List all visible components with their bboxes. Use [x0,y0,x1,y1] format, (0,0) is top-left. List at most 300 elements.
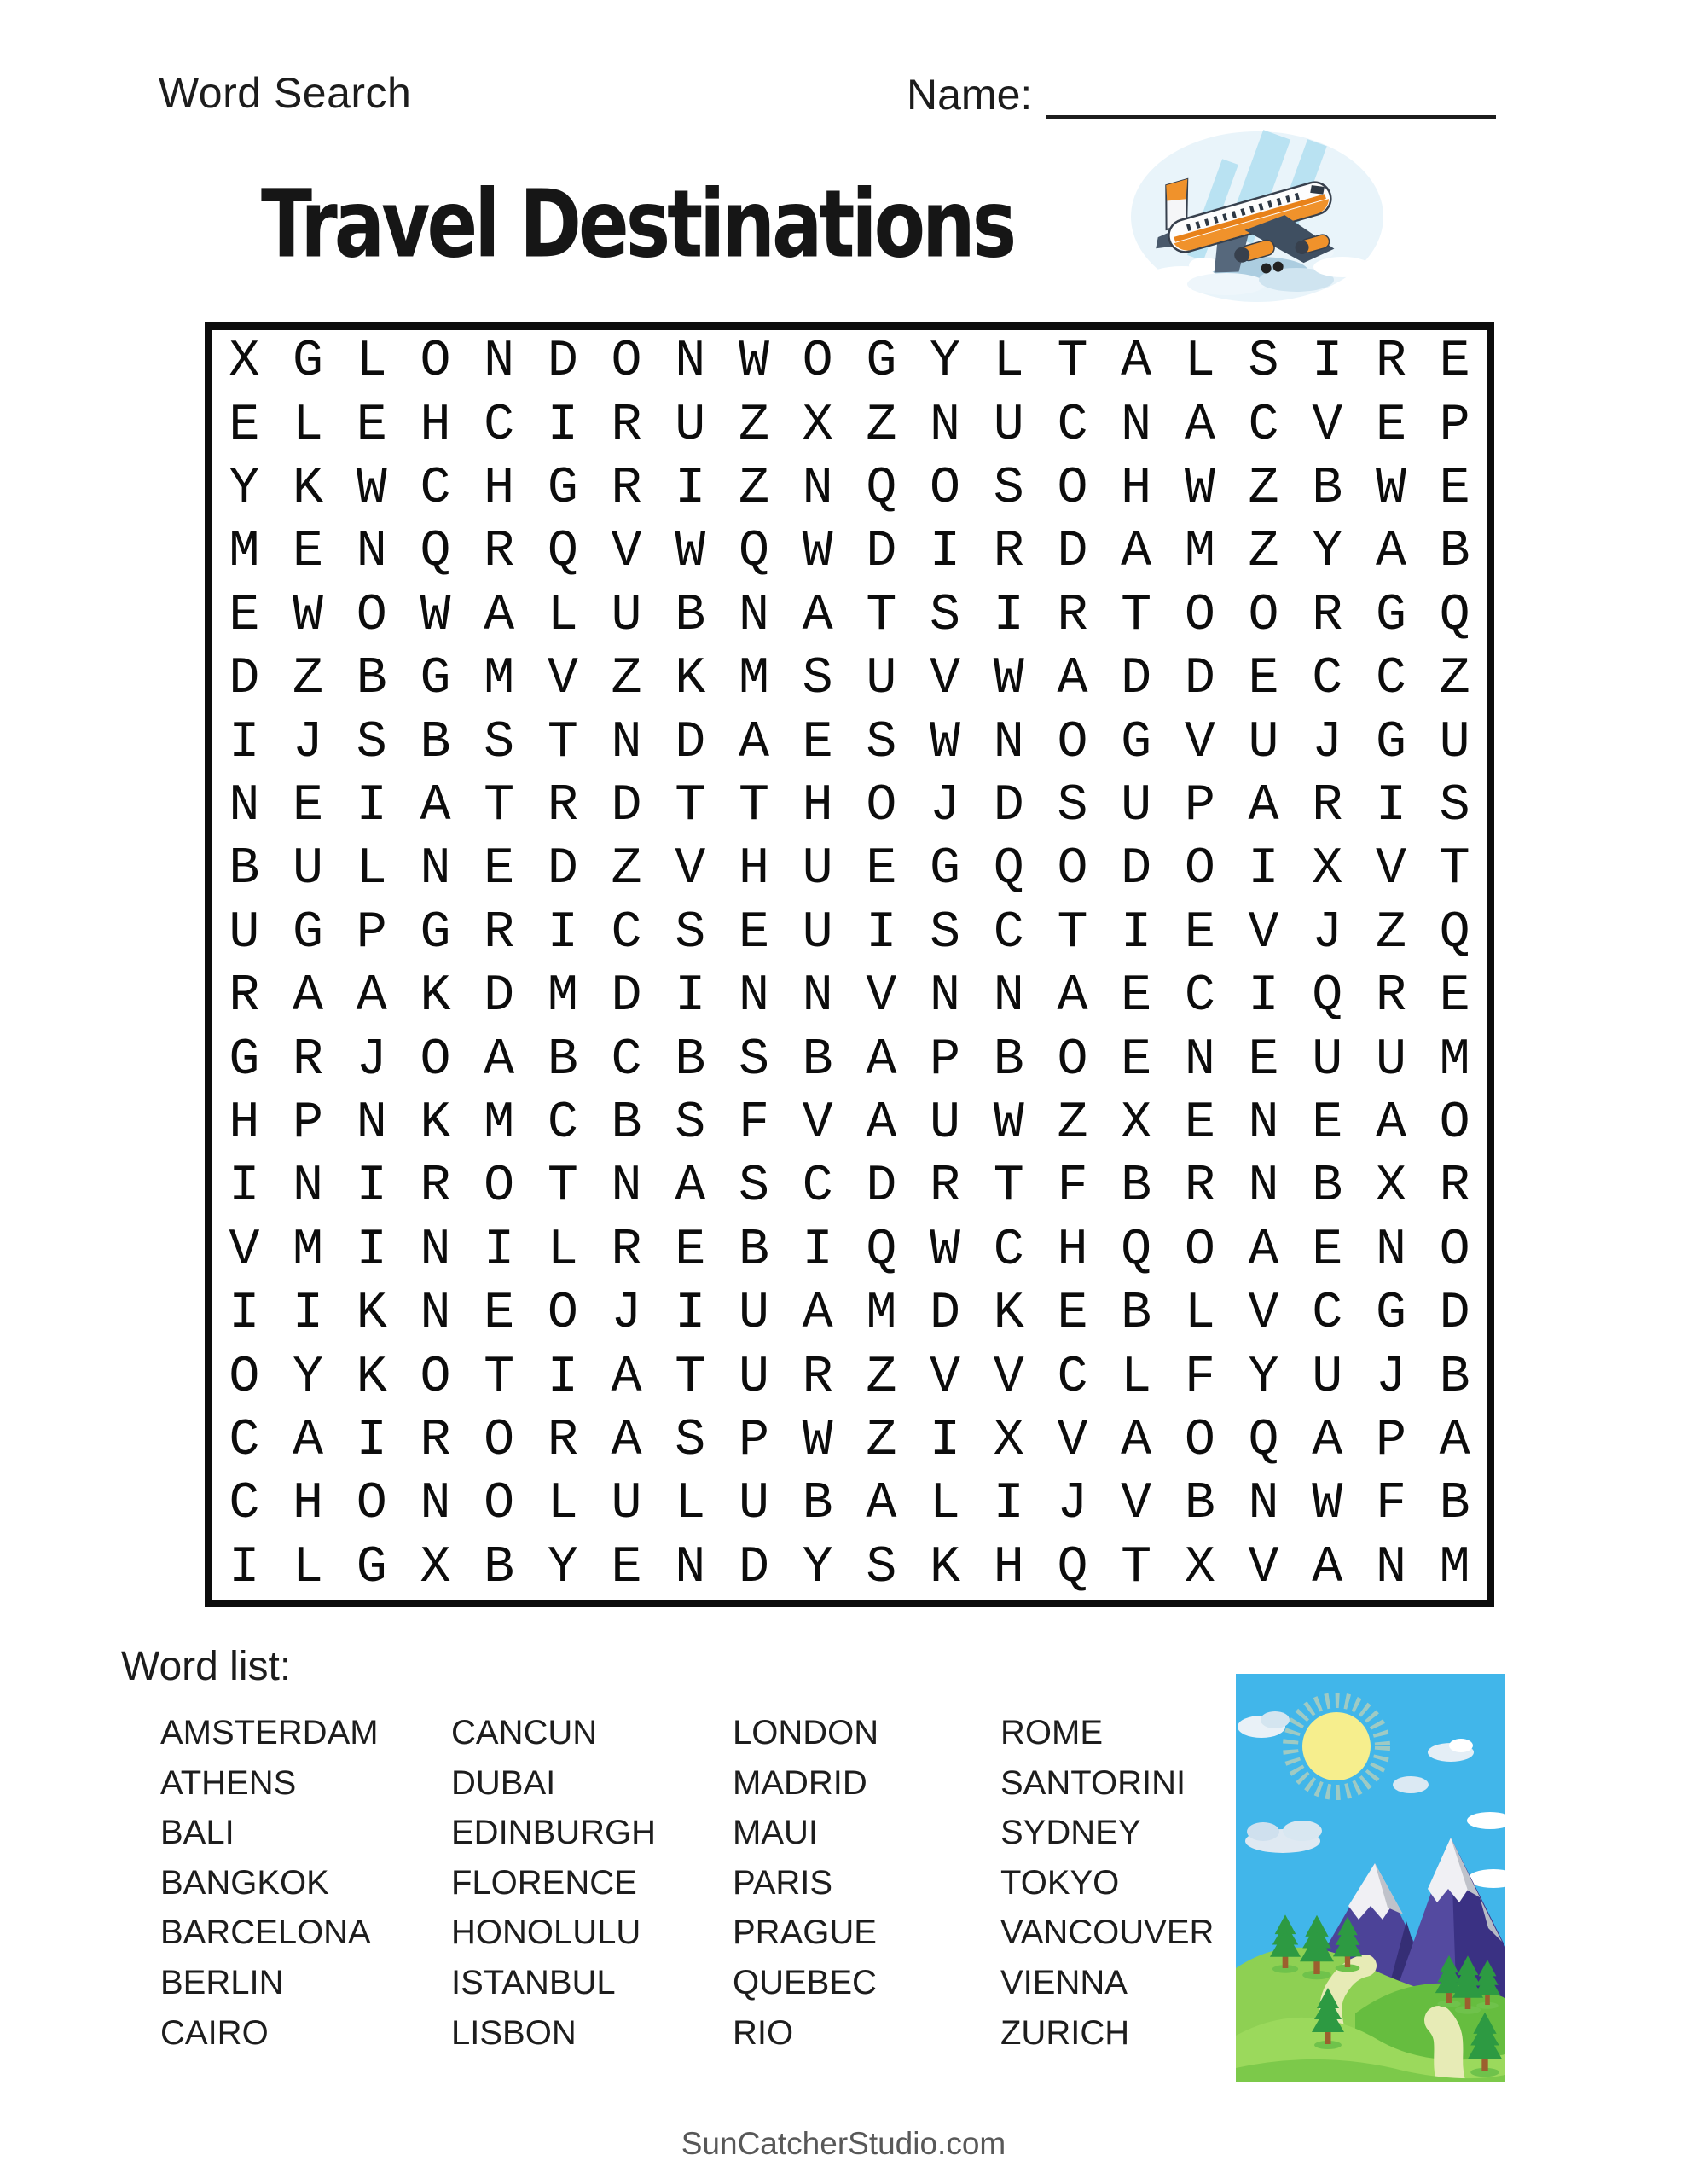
grid-cell: O [866,776,897,835]
grid-cell: R [420,1158,451,1217]
grid-cell: N [930,396,961,455]
grid-cell: W [802,523,833,582]
grid-cell: Y [1248,1348,1279,1407]
grid-cell: S [930,903,961,962]
grid-cell: V [993,1348,1024,1407]
grid-cell: M [1184,523,1215,582]
word-list-item: AMSTERDAM [160,1714,379,1751]
grid-cell: Z [1057,1094,1088,1153]
grid-cell: S [1057,776,1088,835]
grid-cell: C [1248,396,1279,455]
grid-cell: A [1057,650,1088,709]
grid-cell: Z [611,650,642,709]
name-label: Name: [907,71,1033,119]
grid-cell: D [1057,523,1088,582]
grid-cell: W [420,586,451,645]
grid-cell: Z [1248,523,1279,582]
grid-cell: E [1375,396,1406,455]
name-field-row [907,70,1496,119]
grid-cell: I [993,586,1024,645]
word-list-item: VANCOUVER [1000,1914,1215,1952]
grid-cell: H [738,840,769,899]
grid-cell: P [1439,396,1470,455]
grid-cell: E [611,1538,642,1597]
grid-cell: D [1184,650,1215,709]
grid-cell: E [356,396,387,455]
grid-cell: T [484,1348,515,1407]
grid-cell: T [1439,840,1470,899]
grid-cell: S [675,1094,706,1153]
grid-cell: L [993,333,1024,392]
grid-cell: D [738,1538,769,1597]
grid-cell: D [611,776,642,835]
grid-cell: Y [930,333,961,392]
grid-cell: O [1184,586,1215,645]
grid-cell: I [229,713,260,772]
grid-cell: E [293,523,324,582]
grid-cell: G [420,903,451,962]
grid-cell: M [1439,1031,1470,1089]
grid-cell: L [930,1475,961,1534]
grid-cell: I [229,1285,260,1344]
grid-cell: I [930,1411,961,1470]
grid-cell: C [1312,1285,1343,1344]
grid-cell: T [866,586,897,645]
grid-cell: Y [229,459,260,518]
grid-cell: P [293,1094,324,1153]
grid-cell: K [356,1348,387,1407]
grid-cell: N [1248,1475,1279,1534]
grid-cell: B [802,1031,833,1089]
grid-cell: S [738,1031,769,1089]
grid-cell: S [484,713,515,772]
grid-cell: O [1057,840,1088,899]
word-list-columns [160,1708,1256,2058]
grid-cell: B [356,650,387,709]
grid-cell: Q [420,523,451,582]
grid-cell: Y [1312,523,1343,582]
grid-cell: A [293,1411,324,1470]
grid-cell: L [675,1475,706,1534]
grid-cell: E [738,903,769,962]
grid-cell: C [1184,967,1215,1026]
grid-cell: W [930,1221,961,1280]
grid-cell: L [293,396,324,455]
grid-cell: R [1184,1158,1215,1217]
grid-cell: U [1439,713,1470,772]
grid-cell: V [675,840,706,899]
grid-cell: O [930,459,961,518]
grid-cell: B [993,1031,1024,1089]
grid-cell: C [229,1411,260,1470]
word-list-item: QUEBEC [733,1963,877,2001]
grid-cell: Q [1248,1411,1279,1470]
grid-cell: O [1057,459,1088,518]
grid-cell: F [1375,1475,1406,1534]
grid-cell: H [293,1475,324,1534]
grid-cell: U [866,650,897,709]
grid-cell: F [738,1094,769,1153]
word-list-item: MAUI [733,1814,818,1852]
grid-cell: A [1375,1094,1406,1153]
word-list-item: RIO [733,2013,794,2052]
grid-cell: O [1057,713,1088,772]
grid-cell: Q [866,459,897,518]
grid-cell: I [993,1475,1024,1534]
grid-cell: B [229,840,260,899]
grid-cell: E [1439,967,1470,1026]
grid-cell: R [1439,1158,1470,1217]
grid-cell: Y [547,1538,578,1597]
grid-cell: P [930,1031,961,1089]
grid-cell: I [675,1285,706,1344]
grid-cell: U [738,1348,769,1407]
grid-cell: I [675,459,706,518]
grid-cell: D [229,650,260,709]
grid-cell: C [611,903,642,962]
grid-cell: A [1312,1538,1343,1597]
grid-cell: I [675,967,706,1026]
grid-cell: U [802,903,833,962]
grid-cell: G [1375,1285,1406,1344]
word-list-item: SANTORINI [1000,1763,1186,1802]
grid-cell: J [930,776,961,835]
grid-cell: V [930,650,961,709]
grid-cell: I [356,1411,387,1470]
grid-cell: C [1312,650,1343,709]
grid-cell: V [1248,1285,1279,1344]
grid-cell: X [1121,1094,1152,1153]
grid-cell: O [356,1475,387,1534]
grid-cell: Q [866,1221,897,1280]
grid-cell: L [1184,1285,1215,1344]
grid-cell: U [1248,713,1279,772]
grid-cell: G [1121,713,1152,772]
grid-cell: J [1057,1475,1088,1534]
mountains-icon [1236,1674,1505,2082]
grid-cell: G [866,333,897,392]
grid-cell: U [611,586,642,645]
grid-cell: B [1121,1158,1152,1217]
grid-cell: S [675,1411,706,1470]
grid-cell: I [802,1221,833,1280]
grid-cell: S [1248,333,1279,392]
grid-cell: N [420,840,451,899]
grid-cell: R [547,776,578,835]
word-search-grid [205,322,1494,1607]
grid-cell: E [675,1221,706,1280]
grid-cell: Q [1312,967,1343,1026]
grid-cell: U [930,1094,961,1153]
grid-cell: C [420,459,451,518]
grid-cell: Q [993,840,1024,899]
airplane-illustration [1122,125,1388,309]
grid-cell: R [1312,776,1343,835]
grid-cell: G [293,903,324,962]
grid-cell: E [1312,1094,1343,1153]
grid-cell: L [356,333,387,392]
grid-cell: N [1375,1538,1406,1597]
word-list-item: PARIS [733,1863,833,1902]
grid-cell: W [802,1411,833,1470]
grid-cell: S [675,903,706,962]
grid-cell: V [547,650,578,709]
grid-cell: I [356,776,387,835]
grid-cell: R [993,523,1024,582]
grid-cell: U [738,1475,769,1534]
grid-cell: X [229,333,260,392]
grid-cell: S [1439,776,1470,835]
grid-cell: D [993,776,1024,835]
grid-cell: Z [738,396,769,455]
grid-cell: N [1121,396,1152,455]
grid-cell: U [1121,776,1152,835]
grid-cell: D [1439,1285,1470,1344]
grid-cell: A [293,967,324,1026]
grid-cell: P [356,903,387,962]
grid-cell: T [1057,903,1088,962]
grid-cell: K [420,1094,451,1153]
grid-cell: W [738,333,769,392]
grid-cell: S [993,459,1024,518]
grid-cell: D [611,967,642,1026]
grid-cell: E [484,1285,515,1344]
grid-cell: L [1184,333,1215,392]
grid-cell: J [611,1285,642,1344]
grid-cell: C [611,1031,642,1089]
grid-cell: L [1121,1348,1152,1407]
grid-cell: R [293,1031,324,1089]
word-list-item: BANGKOK [160,1863,329,1902]
grid-cell: I [356,1221,387,1280]
word-list-column [733,1708,1000,2058]
grid-cell: N [1375,1221,1406,1280]
puzzle-title: Travel Destinations [261,169,1014,279]
grid-cell: S [356,713,387,772]
grid-cell: H [1057,1221,1088,1280]
grid-cell: T [993,1158,1024,1217]
grid-cell: U [1375,1031,1406,1089]
grid-cell: G [229,1031,260,1089]
worksheet-type-label: Word Search [159,69,412,117]
grid-cell: N [356,523,387,582]
word-list-item: BERLIN [160,1963,284,2001]
grid-cell: A [866,1094,897,1153]
grid-cell: Q [1057,1538,1088,1597]
grid-cell: D [547,333,578,392]
grid-cell: I [1312,333,1343,392]
grid-cell: H [229,1094,260,1153]
word-list-item: BALI [160,1814,235,1852]
word-list-item: TOKYO [1000,1863,1120,1902]
grid-cell: M [484,1094,515,1153]
word-list-item: EDINBURGH [451,1814,657,1852]
grid-cell: G [547,459,578,518]
grid-cell: I [1375,776,1406,835]
grid-cell: U [293,840,324,899]
grid-cell: O [802,333,833,392]
grid-cell: G [930,840,961,899]
grid-cell: A [1375,523,1406,582]
grid-cell: O [420,333,451,392]
grid-cell: V [1375,840,1406,899]
grid-cell: B [738,1221,769,1280]
grid-cell: B [1439,1475,1470,1534]
word-list-item: CAIRO [160,2013,269,2052]
grid-cell: U [993,396,1024,455]
grid-cell: A [611,1411,642,1470]
grid-cell: X [1312,840,1343,899]
grid-cell: J [1312,713,1343,772]
word-list-item: ZURICH [1000,2013,1130,2052]
word-list-item: BARCELONA [160,1914,371,1952]
grid-cell: Q [1121,1221,1152,1280]
grid-cell: E [1248,650,1279,709]
grid-cell: O [1439,1094,1470,1153]
grid-cell: N [738,967,769,1026]
grid-cell: F [1057,1158,1088,1217]
grid-cell: A [484,586,515,645]
grid-cell: E [229,396,260,455]
grid-cell: L [356,840,387,899]
grid-cell: M [293,1221,324,1280]
grid-cell: S [930,586,961,645]
grid-cell: A [611,1348,642,1407]
word-list-item: VIENNA [1000,1963,1128,2001]
grid-cell: I [293,1285,324,1344]
grid-cell: O [484,1411,515,1470]
grid-cell: N [611,713,642,772]
grid-cell: D [1121,650,1152,709]
grid-cell: W [1375,459,1406,518]
grid-cell: E [1121,967,1152,1026]
grid-cell: D [866,523,897,582]
grid-cell: A [1057,967,1088,1026]
grid-cell: N [356,1094,387,1153]
grid-cell: M [1439,1538,1470,1597]
grid-cell: B [1439,523,1470,582]
grid-cell: V [1248,903,1279,962]
grid-cell: Y [293,1348,324,1407]
grid-cell: T [1057,333,1088,392]
grid-cell: C [229,1475,260,1534]
grid-cell: X [1184,1538,1215,1597]
grid-cell: R [420,1411,451,1470]
grid-cell: I [484,1221,515,1280]
grid-cell: B [611,1094,642,1153]
grid-cell: C [802,1158,833,1217]
word-list-item: LISBON [451,2013,577,2052]
name-blank-line [1046,78,1496,119]
grid-cell: R [484,523,515,582]
grid-cell: A [1184,396,1215,455]
grid-cell: U [1312,1348,1343,1407]
grid-cell: W [1312,1475,1343,1534]
grid-cell: A [1248,776,1279,835]
grid-cell: E [1121,1031,1152,1089]
grid-cell: E [1439,333,1470,392]
grid-cell: O [1184,840,1215,899]
grid-cell: X [1375,1158,1406,1217]
grid-cell: M [547,967,578,1026]
grid-cell: H [993,1538,1024,1597]
grid-cell: T [1121,586,1152,645]
grid-cell: V [1121,1475,1152,1534]
grid-cell: N [420,1221,451,1280]
grid-cell: A [738,713,769,772]
grid-cell: Z [866,1411,897,1470]
word-list-item: CANCUN [451,1714,598,1751]
grid-cell: C [1057,396,1088,455]
grid-cell: I [1248,840,1279,899]
grid-cell: O [611,333,642,392]
grid-cell: Q [547,523,578,582]
grid-cell: A [1248,1221,1279,1280]
grid-cell: R [484,903,515,962]
grid-cell: D [547,840,578,899]
grid-cell: T [547,1158,578,1217]
grid-cell: V [229,1221,260,1280]
grid-cell: F [1184,1348,1215,1407]
grid-cell: C [484,396,515,455]
grid-cell: N [611,1158,642,1217]
grid-cell: L [547,1475,578,1534]
grid-cell: P [1184,776,1215,835]
grid-cell: H [484,459,515,518]
grid-cell: N [675,1538,706,1597]
grid-cell: J [1375,1348,1406,1407]
grid-cell: N [1248,1158,1279,1217]
grid-cell: G [420,650,451,709]
grid-cell: Z [866,396,897,455]
grid-cell: I [547,396,578,455]
grid-cell: A [420,776,451,835]
grid-cell: A [1439,1411,1470,1470]
grid-cell: R [930,1158,961,1217]
word-list-column [1000,1708,1256,2058]
grid-cell: S [866,1538,897,1597]
grid-cell: Q [738,523,769,582]
grid-cell: E [1184,903,1215,962]
grid-cell: I [1248,967,1279,1026]
grid-cell: U [802,840,833,899]
word-list-heading: Word list: [121,1644,292,1689]
grid-cell: S [738,1158,769,1217]
grid-cell: J [356,1031,387,1089]
grid-cell: B [1439,1348,1470,1407]
grid-cell: D [866,1158,897,1217]
grid-cell: N [1248,1094,1279,1153]
grid-cell: T [484,776,515,835]
grid-cell: C [547,1094,578,1153]
grid-cell: N [293,1158,324,1217]
grid-cell: N [738,586,769,645]
grid-cell: A [866,1475,897,1534]
grid-cell: O [1184,1411,1215,1470]
grid-cell: K [356,1285,387,1344]
grid-cell: Z [1439,650,1470,709]
grid-cell: R [611,1221,642,1280]
grid-cell: B [675,1031,706,1089]
grid-cell: T [675,1348,706,1407]
grid-cell: E [484,840,515,899]
grid-cell: I [547,903,578,962]
grid-cell: K [993,1285,1024,1344]
grid-cell: T [1121,1538,1152,1597]
grid-cell: E [229,586,260,645]
grid-cell: W [993,650,1024,709]
grid-cell: A [802,586,833,645]
